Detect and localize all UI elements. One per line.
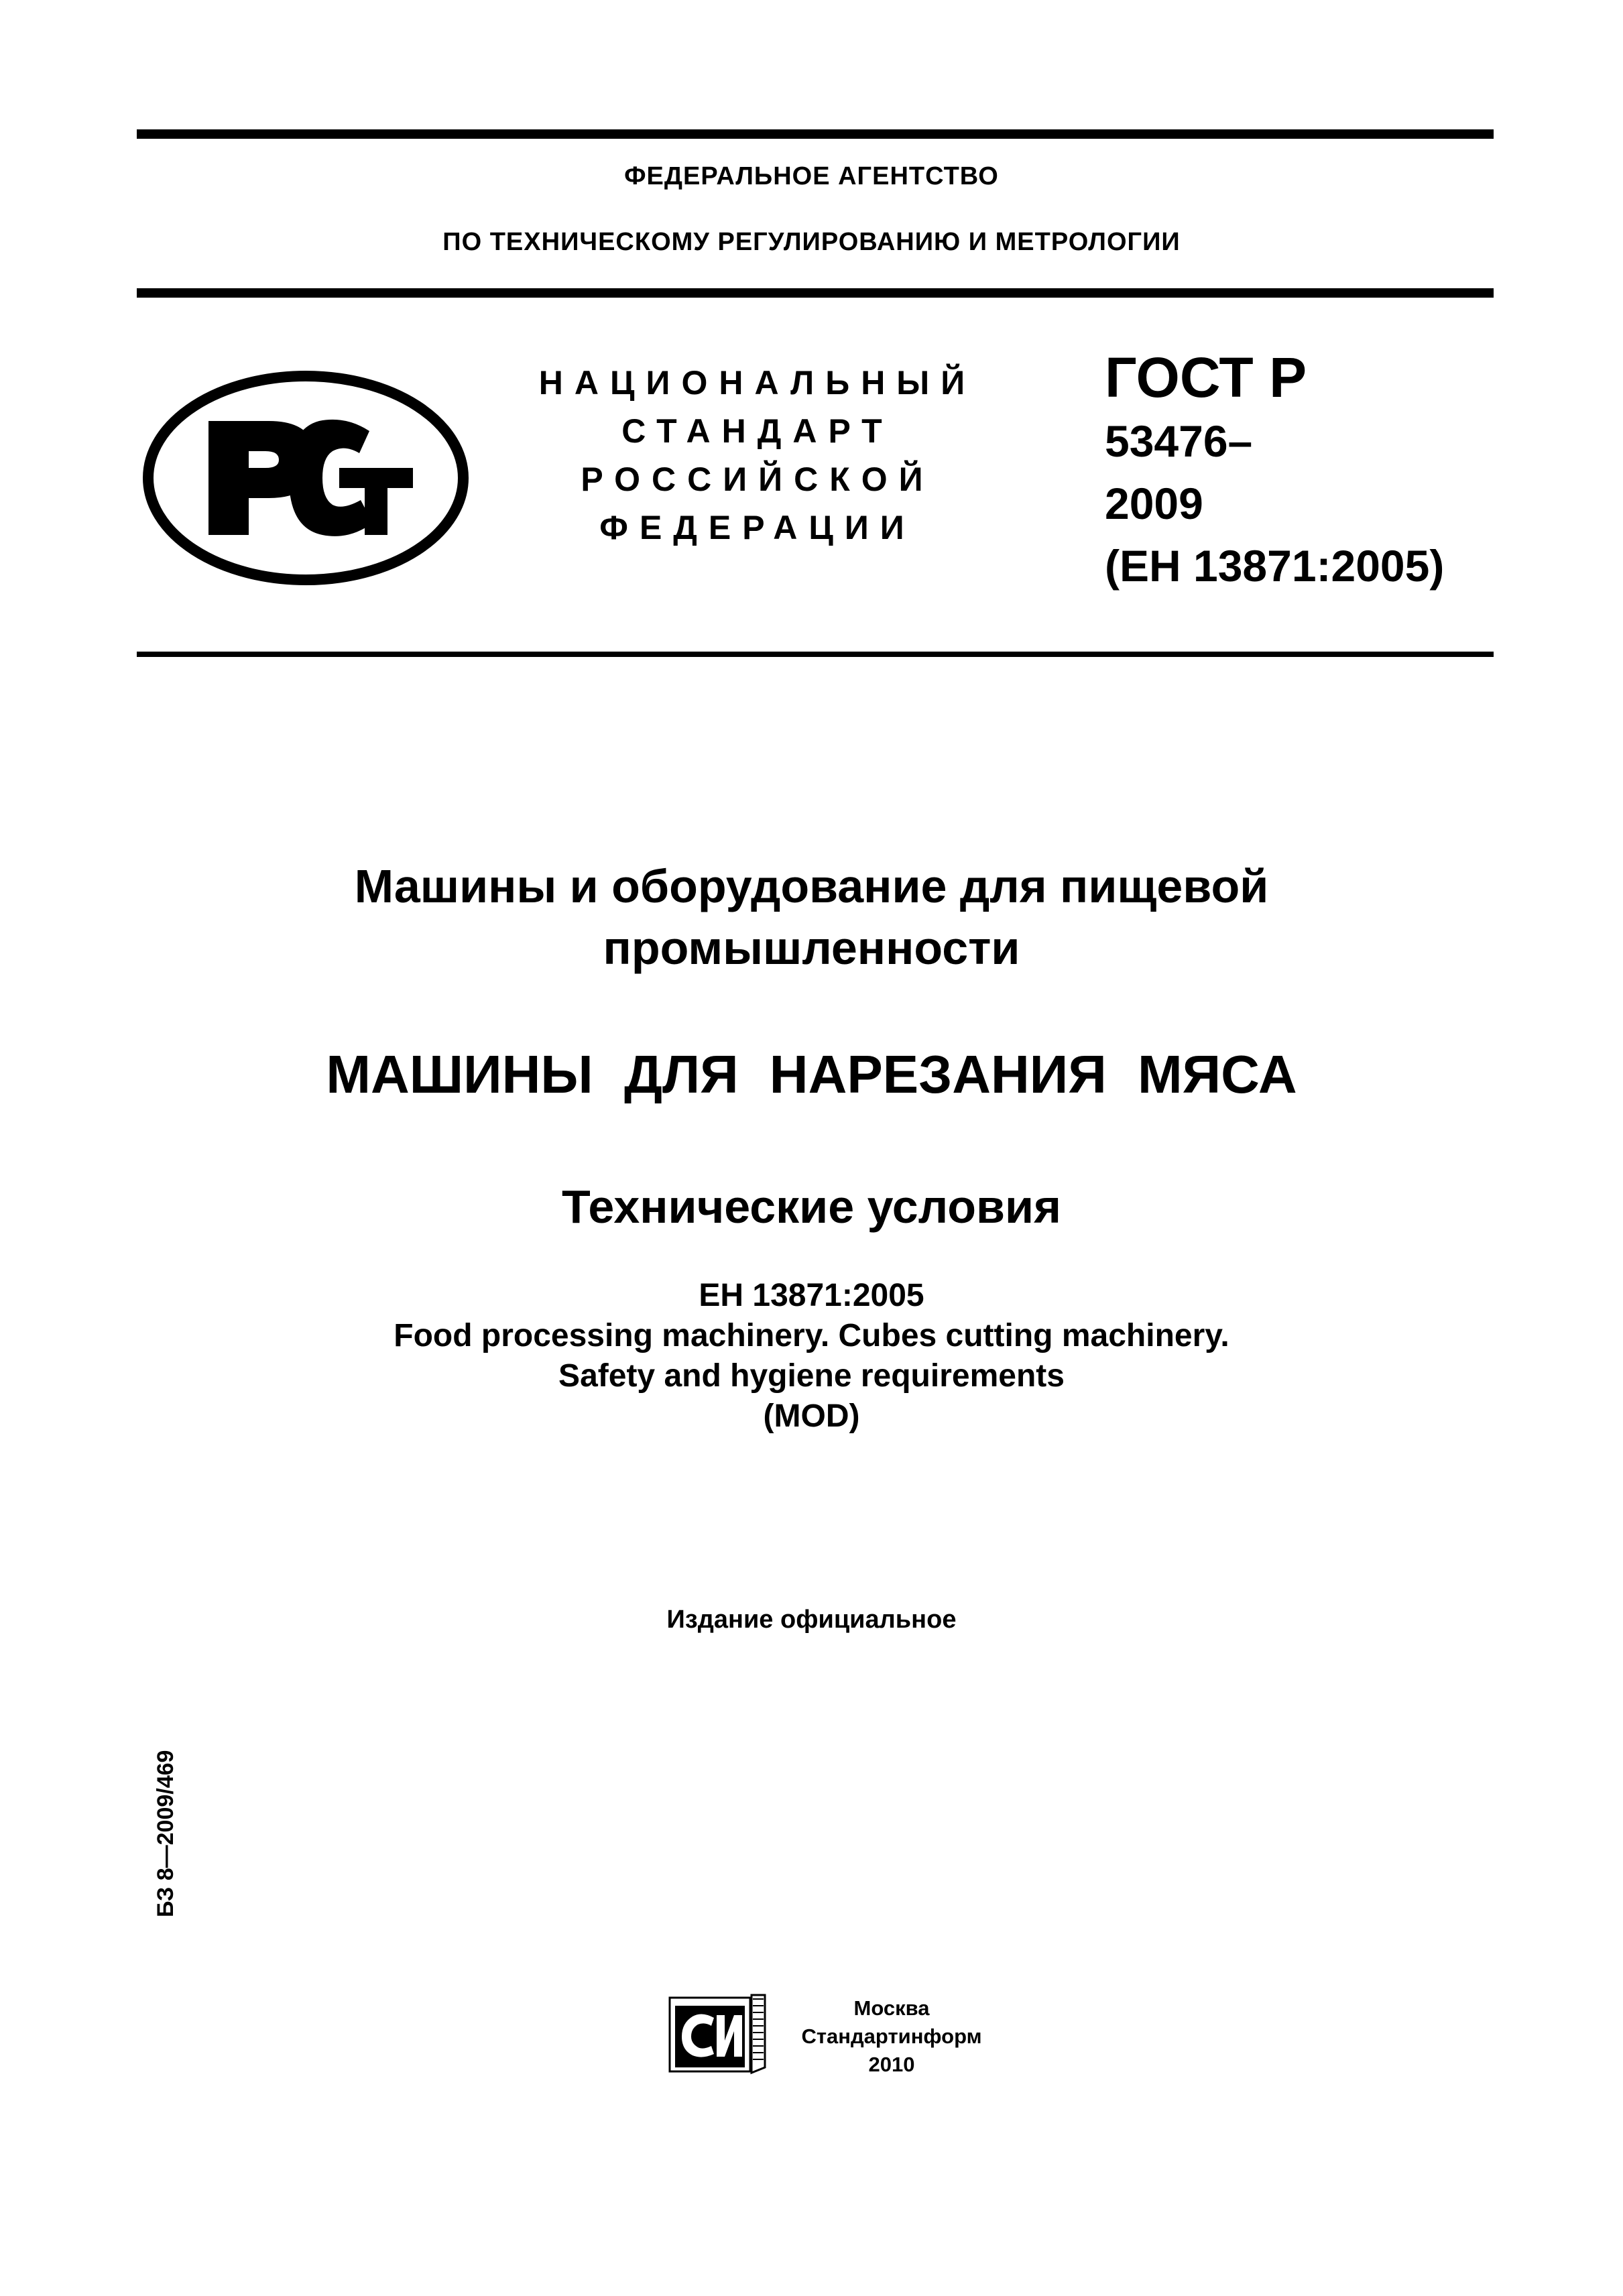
standartinform-logo-icon: [667, 1992, 768, 2075]
national-standard-line-3: РОССИЙСКОЙ: [581, 461, 935, 498]
designation-bottom-rule: [137, 652, 1494, 657]
rst-logo-icon: [138, 367, 473, 589]
gost-number: 53476–: [1105, 416, 1253, 466]
national-standard-line-2: СТАНДАРТ: [621, 412, 894, 450]
national-standard-line-1: НАЦИОНАЛЬНЫЙ: [538, 364, 977, 402]
publisher-city: Москва: [853, 1996, 930, 2020]
side-code: БЗ 8—2009/469: [153, 1750, 178, 1917]
top-rule: [137, 129, 1494, 139]
agency-line-1: ФЕДЕРАЛЬНОЕ АГЕНТСТВО: [624, 162, 999, 190]
agency-line-2: ПО ТЕХНИЧЕСКОМУ РЕГУЛИРОВАНИЮ И МЕТРОЛОГИИ: [442, 228, 1181, 256]
title-line-2: промышленности: [603, 922, 1020, 974]
header-bottom-rule: [137, 288, 1494, 298]
gost-en-equivalent: (ЕН 13871:2005): [1105, 541, 1445, 591]
publisher-name: Стандартинформ: [801, 2025, 982, 2048]
en-title-line-3: (MOD): [763, 1398, 860, 1434]
title-line-1: Машины и оборудование для пищевой: [354, 860, 1269, 912]
edition-note: Издание официальное: [666, 1606, 957, 1634]
en-title-line-1: Food processing machinery. Cubes cutting machinery.: [394, 1318, 1229, 1353]
publisher-year: 2010: [868, 2053, 915, 2076]
en-title-line-2: Safety and hygiene requirements: [558, 1358, 1065, 1394]
gost-designation: ГОСТ Р: [1105, 346, 1307, 409]
en-code: ЕН 13871:2005: [699, 1278, 924, 1313]
subtitle: Технические условия: [562, 1181, 1061, 1233]
gost-year: 2009: [1105, 479, 1203, 528]
main-title: МАШИНЫ ДЛЯ НАРЕЗАНИЯ МЯСА: [326, 1044, 1297, 1104]
national-standard-line-4: ФЕДЕРАЦИИ: [599, 509, 916, 546]
